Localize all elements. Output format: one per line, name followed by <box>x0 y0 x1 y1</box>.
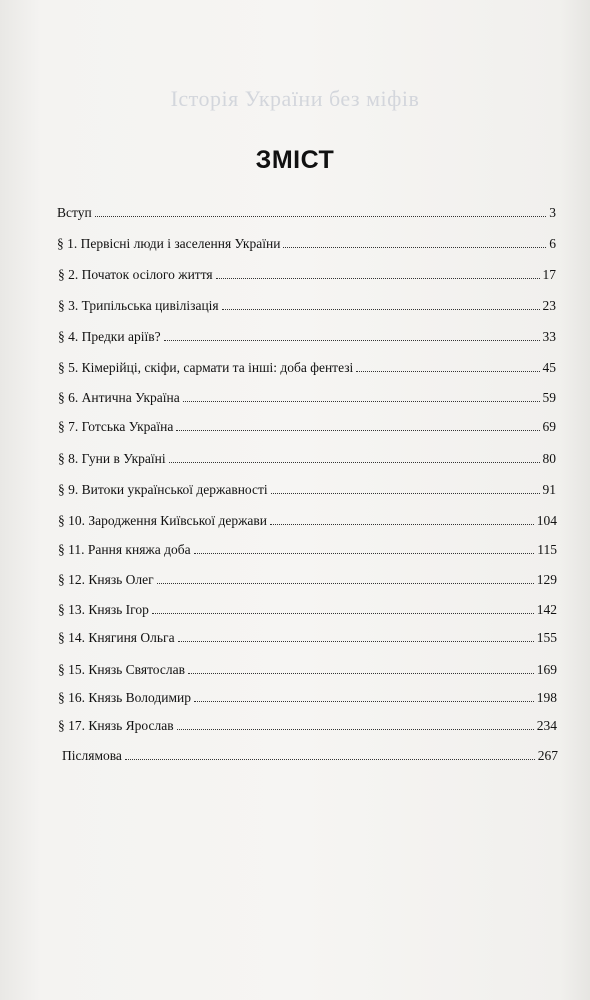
toc-entry-label: § 7. Готська Україна <box>58 419 174 434</box>
bleed-through-header: Історія України без міфів <box>170 86 420 111</box>
toc-entry-label: § 1. Первісні люди і заселення України <box>57 236 281 251</box>
toc-entry-label: § 16. Князь Володимир <box>58 690 191 705</box>
dot-leader <box>270 524 534 525</box>
dot-leader <box>188 673 534 674</box>
toc-entry[interactable] <box>58 718 557 734</box>
toc-page-number: 115 <box>537 542 557 557</box>
toc-entry-label: § 11. Рання княжа доба <box>58 542 191 557</box>
dot-leader <box>169 462 540 463</box>
toc-entry-label: § 13. Князь Ігор <box>58 602 149 617</box>
toc-entry-label: Післямова <box>62 748 122 763</box>
toc-entry[interactable] <box>58 572 557 588</box>
toc-entry[interactable] <box>58 267 556 283</box>
dot-leader <box>194 701 534 702</box>
dot-leader <box>356 371 539 372</box>
dot-leader <box>216 278 540 279</box>
toc-page-number: 6 <box>549 236 556 251</box>
toc-entry[interactable] <box>58 360 556 376</box>
toc-page-number: 142 <box>536 602 557 617</box>
toc-page-number: 129 <box>536 572 557 587</box>
toc-entry-label: § 15. Князь Святослав <box>58 662 185 677</box>
toc-page-number: 33 <box>542 329 556 344</box>
dot-leader <box>283 247 546 248</box>
toc-entry-label: § 17. Князь Ярослав <box>58 718 174 733</box>
toc-entry[interactable] <box>58 662 557 678</box>
dot-leader <box>125 759 535 760</box>
toc-entry[interactable] <box>57 205 556 221</box>
toc-page-number: 80 <box>542 451 556 466</box>
toc-page-number: 234 <box>536 718 557 733</box>
toc-page-number: 104 <box>536 513 557 528</box>
toc-entry-label: § 10. Зародження Київської держави <box>58 513 267 528</box>
toc-page-number: 17 <box>542 267 556 282</box>
toc-entry-label: § 2. Початок осілого життя <box>58 267 213 282</box>
dot-leader <box>183 401 540 402</box>
toc-entry[interactable] <box>58 630 557 646</box>
toc-page-number: 45 <box>542 360 556 375</box>
dot-leader <box>95 216 547 217</box>
toc-page-number: 23 <box>542 298 556 313</box>
toc-entry[interactable] <box>62 748 558 764</box>
toc-entry-label: § 5. Кімерійці, скіфи, сармати та інші: доба фентезі <box>58 360 354 375</box>
toc-page-number: 267 <box>537 748 558 763</box>
toc-entry[interactable] <box>58 451 556 467</box>
toc-entry[interactable] <box>58 329 556 345</box>
toc-entry[interactable] <box>58 390 556 406</box>
dot-leader <box>177 729 534 730</box>
toc-entry[interactable] <box>58 513 557 529</box>
dot-leader <box>176 430 539 431</box>
toc-entry[interactable] <box>58 298 556 314</box>
toc-entry-label: § 9. Витоки української державності <box>58 482 268 497</box>
toc-page-number: 155 <box>536 630 557 645</box>
toc-entry-label: § 3. Трипільська цивілізація <box>58 298 219 313</box>
toc-entry-label: § 14. Княгиня Ольга <box>58 630 175 645</box>
dot-leader <box>178 641 534 642</box>
dot-leader <box>194 553 535 554</box>
toc-entry-label: § 6. Антична Україна <box>58 390 180 405</box>
toc-entry[interactable] <box>58 542 557 558</box>
toc-entry-label: § 8. Гуни в Україні <box>58 451 166 466</box>
toc-entry[interactable] <box>57 236 556 252</box>
toc-page-number: 3 <box>549 205 556 220</box>
dot-leader <box>222 309 540 310</box>
toc-entry[interactable] <box>58 690 557 706</box>
toc-page-number: 169 <box>536 662 557 677</box>
dot-leader <box>157 583 534 584</box>
toc-entry-label: § 4. Предки аріїв? <box>58 329 161 344</box>
dot-leader <box>271 493 540 494</box>
dot-leader <box>152 613 534 614</box>
dot-leader <box>164 340 540 341</box>
page-title: ЗМІСТ <box>255 146 335 174</box>
toc-entry-label: § 12. Князь Олег <box>58 572 154 587</box>
toc-page-number: 59 <box>542 390 556 405</box>
toc-page-number: 91 <box>542 482 556 497</box>
toc-entry[interactable] <box>58 419 556 435</box>
toc-entry-label: Вступ <box>57 205 92 220</box>
toc-entry[interactable] <box>58 482 556 498</box>
toc-entry[interactable] <box>58 602 557 618</box>
toc-page-number: 69 <box>542 419 556 434</box>
toc-page-number: 198 <box>536 690 557 705</box>
